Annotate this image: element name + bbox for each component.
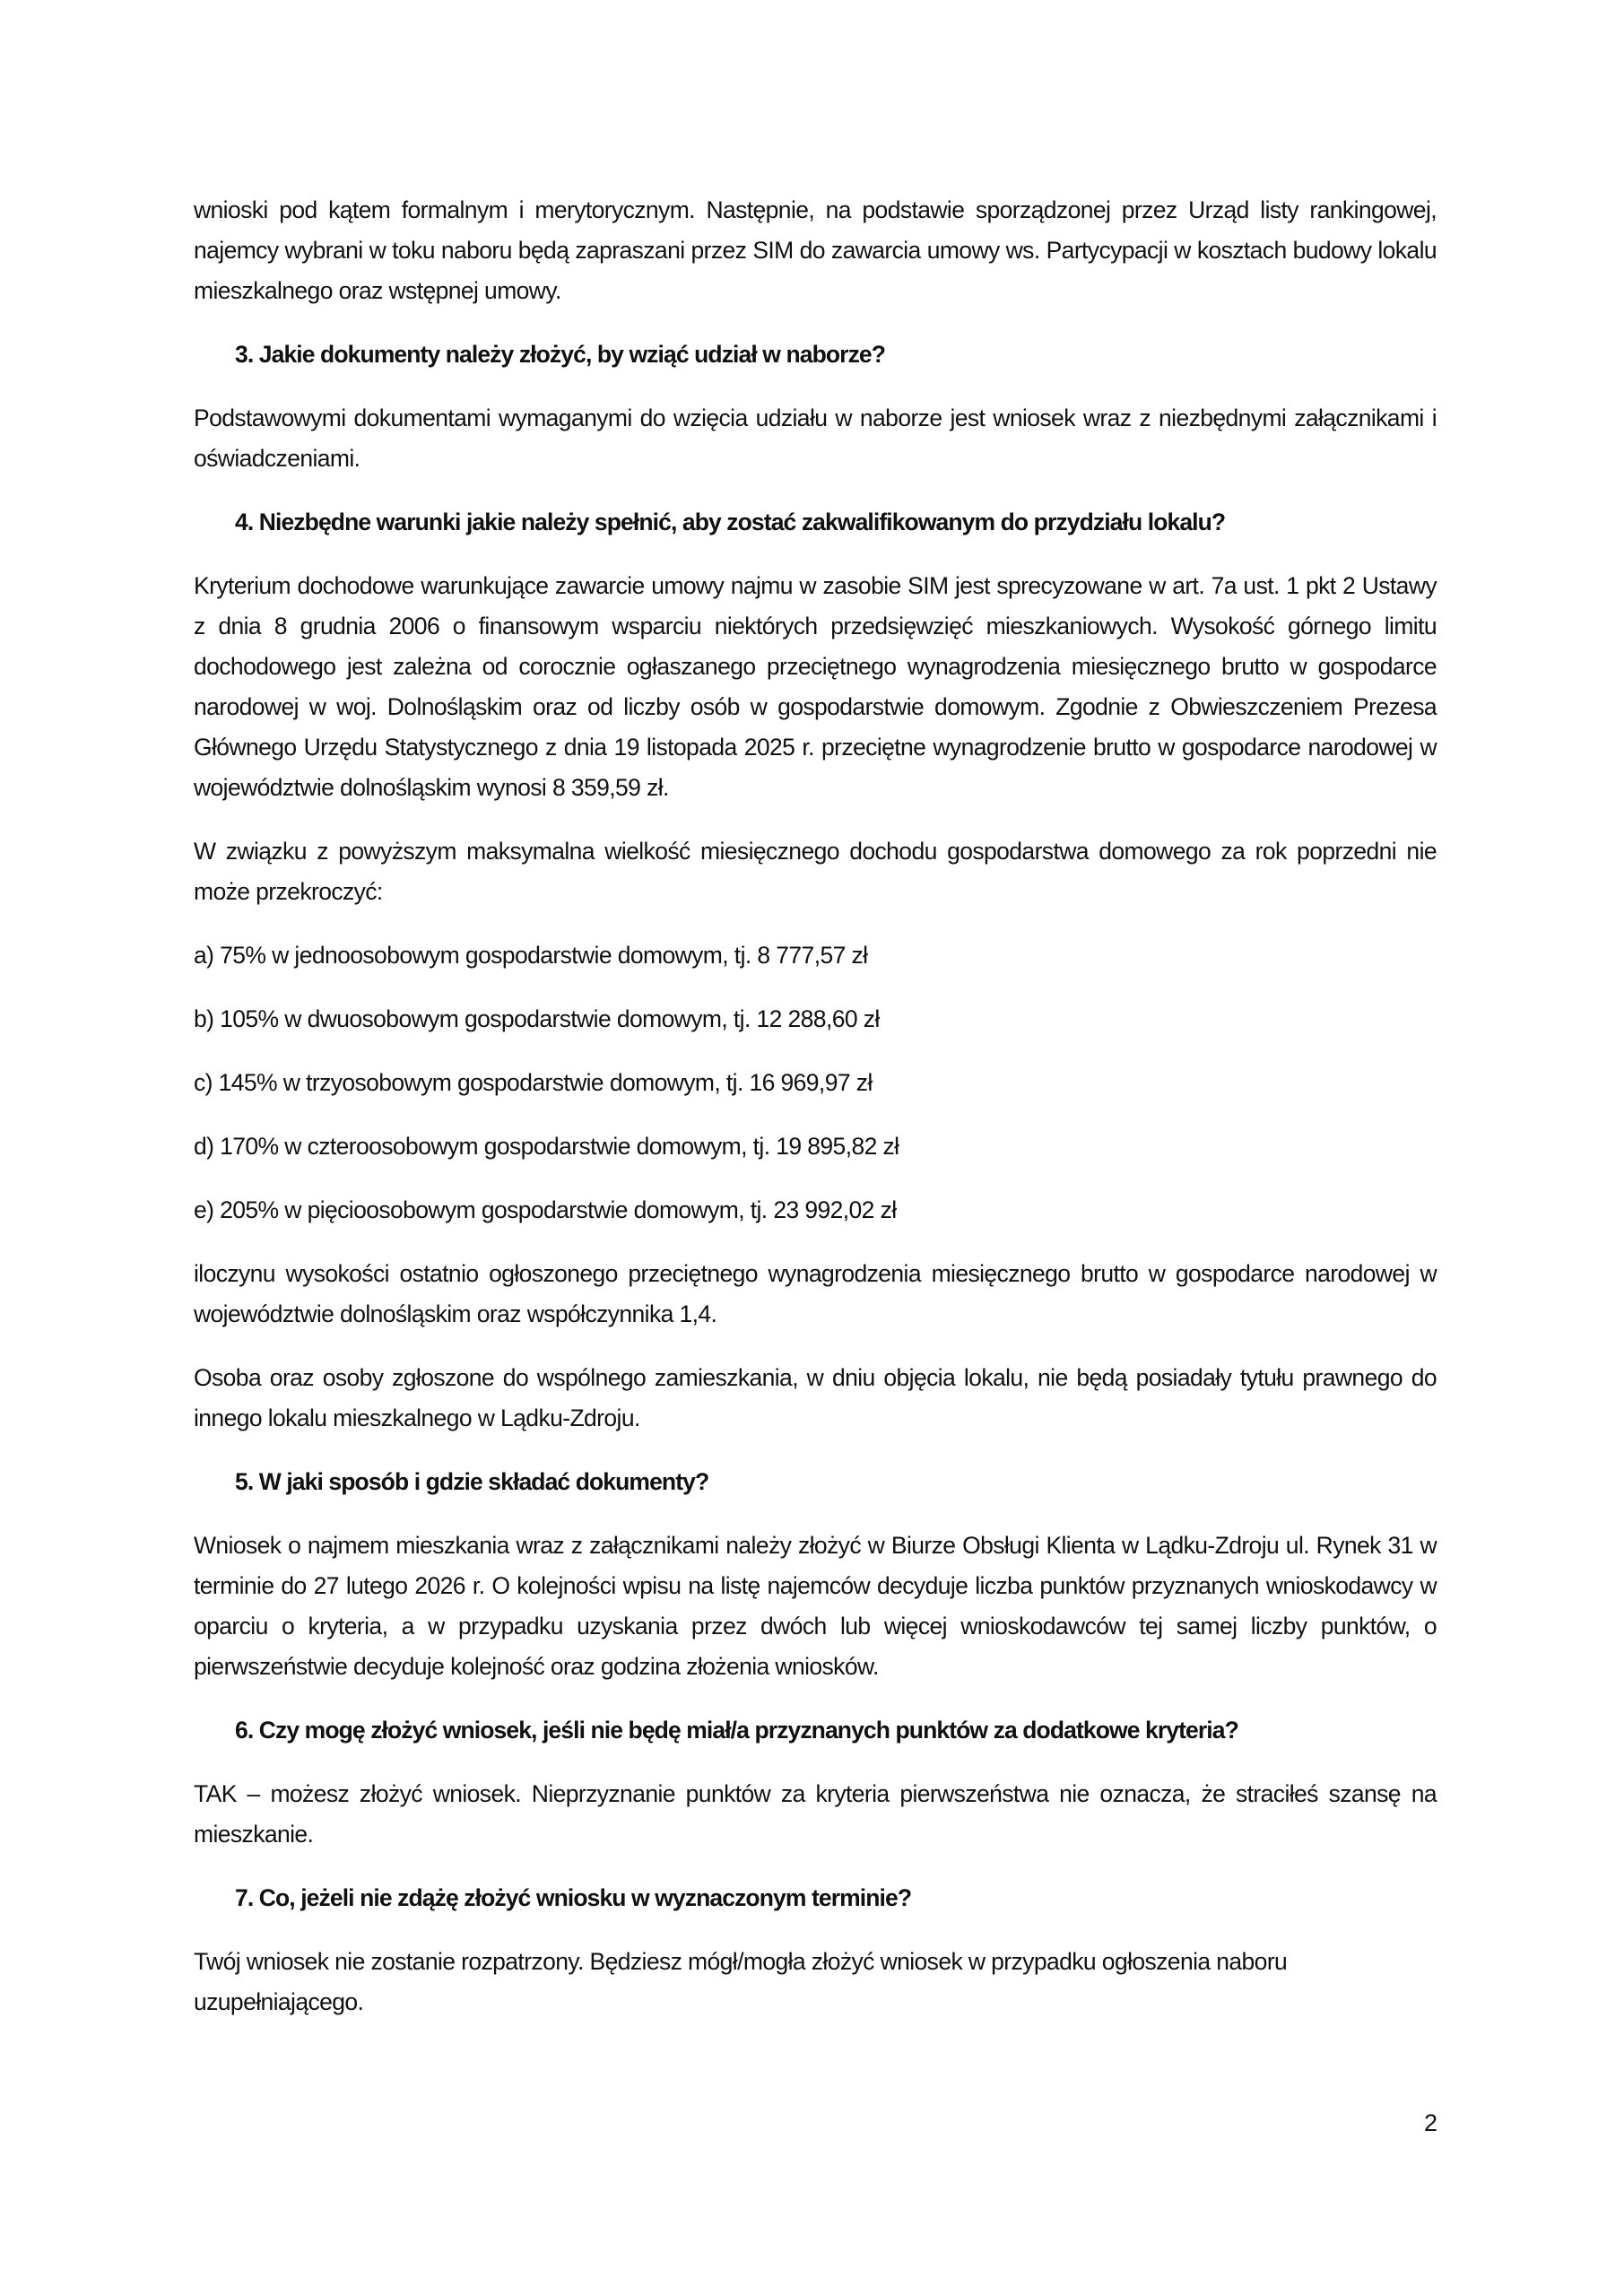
section-heading-4: 4. Niezbędne warunki jakie należy spełnić, aby zostać zakwalifikowanym do przydziału lokalu? — [235, 509, 1226, 535]
section-4-paragraph-1: Kryterium dochodowe warunkujące zawarcie umowy najmu w zasobie SIM jest sprecyzowane w art. 7a ust. 1 pkt 2 Ustawy z dnia 8 grudnia 2006 o finansowym wsparciu niektórych przedsięwzięć mieszkaniowych. Wysokość górnego limitu dochodowego jest zależna od corocznie ogłaszanego przeciętnego wynagrodzenia miesięcznego brutto w gospodarce narodowej w woj. Dolnośląskim oraz od liczby osób w gospodarstwie domowym. Zgodnie z Obwieszczeniem Prezesa Głównego Urzędu Statystycznego z dnia 19 listopada 2025 r. przeciętne wynagrodzenie brutto w gospodarce narodowej w województwie dolnośląskim wynosi 8 359,59 zł. — [194, 572, 1437, 801]
section-3-paragraph: Podstawowymi dokumentami wymaganymi do wzięcia udziału w naborze jest wniosek wraz z niezbędnymi załącznikami i oświadczeniami. — [194, 404, 1437, 472]
document-page — [194, 190, 1437, 2022]
section-4-after-list-1: iloczynu wysokości ostatnio ogłoszonego przeciętnego wynagrodzenia miesięcznego brutto w gospodarce narodowej w województwie dolnośląskim oraz współczynnika 1,4. — [194, 1260, 1437, 1327]
section-6-paragraph: TAK – możesz złożyć wniosek. Nieprzyznanie punktów za kryteria pierwszeństwa nie oznacza, że straciłeś szansę na mieszkanie. — [194, 1780, 1437, 1848]
section-4-paragraph-2: W związku z powyższym maksymalna wielkość miesięcznego dochodu gospodarstwa domowego za rok poprzedni nie może przekroczyć: — [194, 838, 1437, 905]
section-heading-7: 7. Co, jeżeli nie zdążę złożyć wniosku w wyznaczonym terminie? — [235, 1884, 912, 1911]
section-heading-3: 3. Jakie dokumenty należy złożyć, by wziąć udział w naborze? — [235, 341, 886, 368]
section-4-after-list-2: Osoba oraz osoby zgłoszone do wspólnego zamieszkania, w dniu objęcia lokalu, nie będą posiadały tytułu prawnego do innego lokalu mieszkalnego w Lądku-Zdroju. — [194, 1364, 1437, 1431]
income-limit-item: b) 105% w dwuosobowym gospodarstwie domowym, tj. 12 288,60 zł — [194, 1005, 880, 1032]
income-limit-item: c) 145% w trzyosobowym gospodarstwie domowym, tj. 16 969,97 zł — [194, 1069, 873, 1096]
income-limit-item: d) 170% w czteroosobowym gospodarstwie domowym, tj. 19 895,82 zł — [194, 1133, 899, 1160]
section-5-paragraph: Wniosek o najmem mieszkania wraz z załącznikami należy złożyć w Biurze Obsługi Klienta w Lądku-Zdroju ul. Rynek 31 w terminie do 27 lutego 2026 r. O kolejności wpisu na listę najemców decyduje liczba punktów przyznanych wnioskodawcy w oparciu o kryteria, a w przypadku uzyskania przez dwóch lub więcej wnioskodawców tej samej liczby punktów, o pierwszeństwie decyduje kolejność oraz godzina złożenia wniosków. — [194, 1532, 1437, 1680]
intro-paragraph: wnioski pod kątem formalnym i merytorycznym. Następnie, na podstawie sporządzonej przez Urząd listy rankingowej, najemcy wybrani w toku naboru będą zapraszani przez SIM do zawarcia umowy ws. Partycypacji w kosztach budowy lokalu mieszkalnego oraz wstępnej umowy. — [194, 196, 1437, 304]
section-heading-6: 6. Czy mogę złożyć wniosek, jeśli nie będę miał/a przyznanych punktów za dodatkowe kryteria? — [235, 1717, 1238, 1744]
income-limit-item: e) 205% w pięcioosobowym gospodarstwie domowym, tj. 23 992,02 zł — [194, 1196, 897, 1223]
section-heading-5: 5. W jaki sposób i gdzie składać dokumenty? — [235, 1468, 709, 1495]
income-limit-item: a) 75% w jednoosobowym gospodarstwie domowym, tj. 8 777,57 zł — [194, 942, 868, 969]
page-number: 2 — [1424, 2109, 1438, 2136]
section-7-paragraph: Twój wniosek nie zostanie rozpatrzony. Będziesz mógł/mogła złożyć wniosek w przypadku ogłoszenia naboru uzupełniającego. — [194, 1948, 1288, 2015]
